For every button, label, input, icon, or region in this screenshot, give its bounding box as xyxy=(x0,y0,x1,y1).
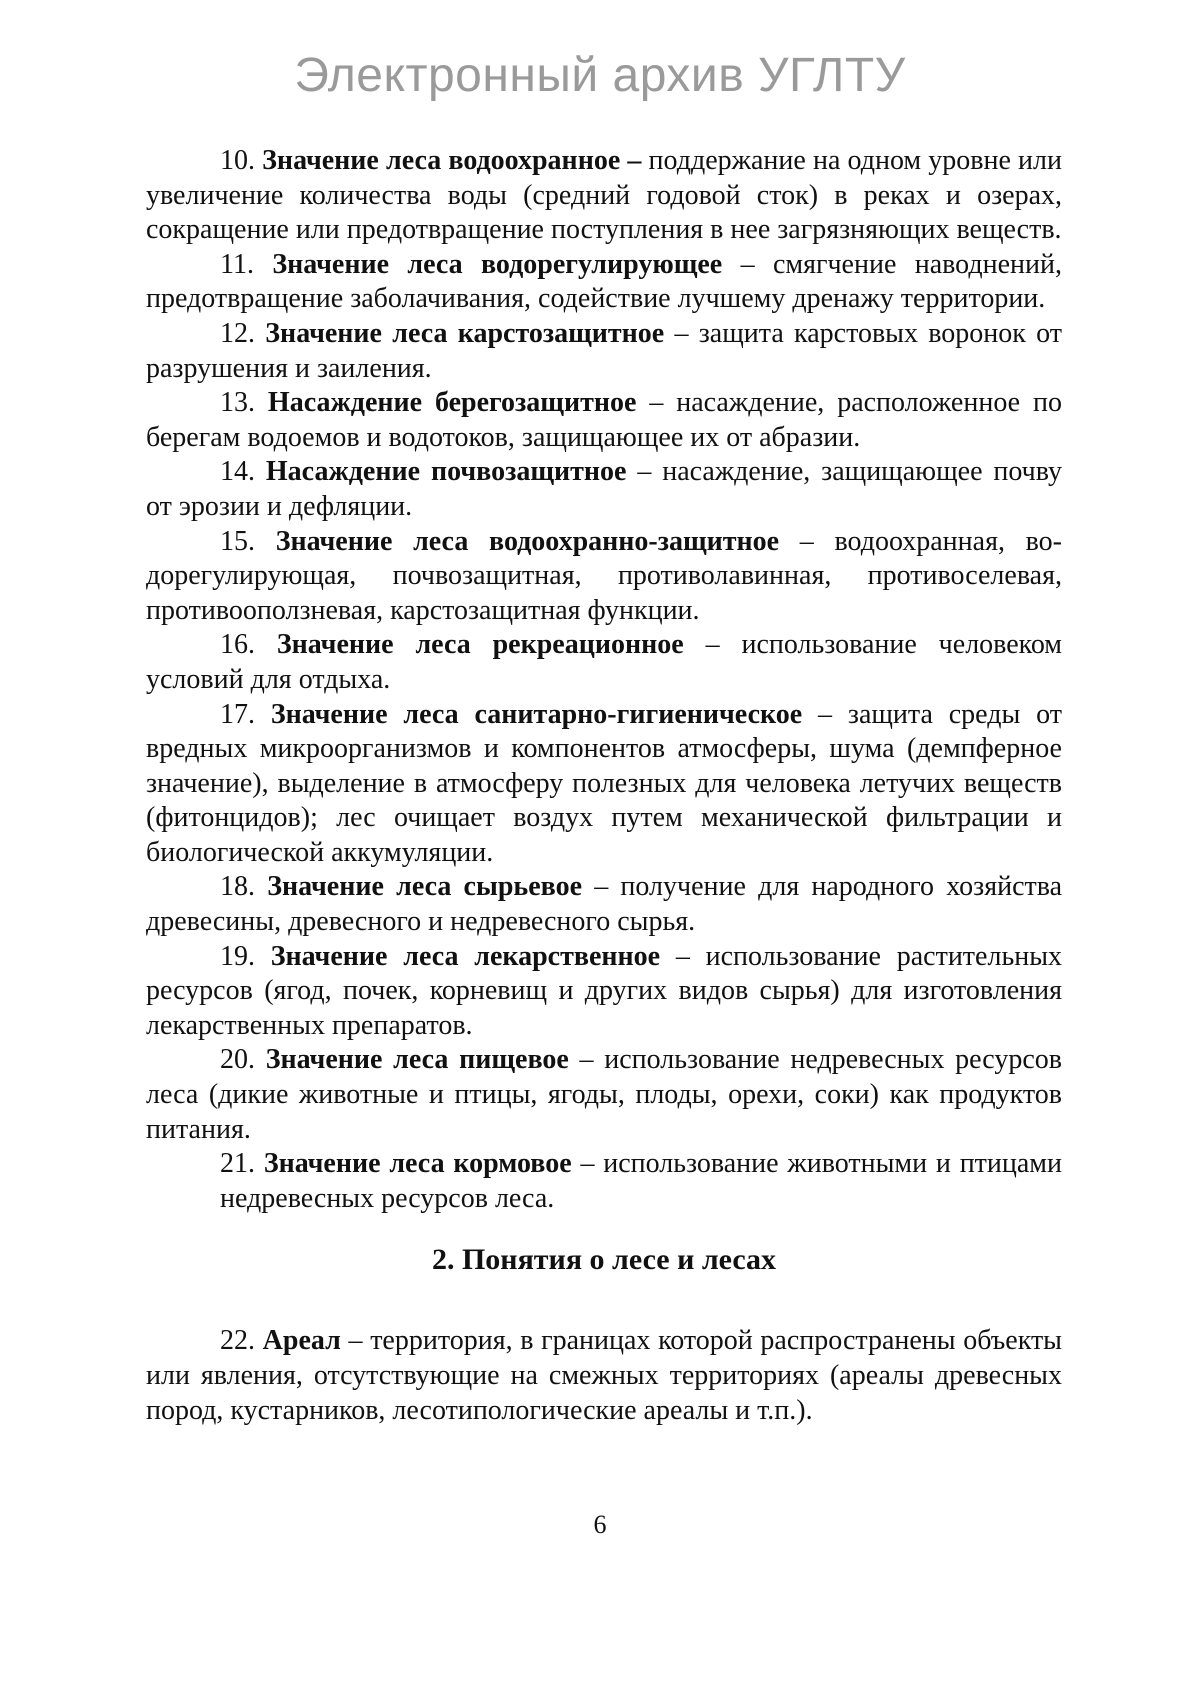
entry-term: Насаждение почвозащитное xyxy=(265,456,627,488)
entry-term: Значение леса водоохранно-защитное xyxy=(275,525,780,557)
entry-number: 21. xyxy=(220,1148,255,1180)
entry-definition: – насаждение, защищающее почву от эрозии и дефляции. xyxy=(146,456,1063,522)
entry-number: 14. xyxy=(220,456,255,488)
section-heading: 2. Понятия о лесе и лесах xyxy=(431,1243,777,1277)
entry-number: 17. xyxy=(220,698,255,730)
glossary-entry-10 xyxy=(146,144,1062,248)
entry-number: 20. xyxy=(220,1044,255,1076)
entry-term: Значение леса санитарно-гигиеническое xyxy=(270,698,803,730)
entry-definition: – территория, в границах которой распространены объекты или явления, отсутствующие на смежных территориях (ареалы древесных пород, кустарников, лесотипологические ареалы и т.п.). xyxy=(146,1325,1062,1426)
entry-term: Значение леса пищевое xyxy=(265,1044,569,1076)
entry-term: Значение леса лекарственное xyxy=(270,940,661,972)
entry-term: Насаждение берегозащитное xyxy=(267,387,637,419)
entry-definition: – насаждение, расположенное по берегам водоемов и водотоков, защищающее их от абразии. xyxy=(146,387,1062,453)
entry-definition: – защита карстовых воронок от разрушения и заиления. xyxy=(146,317,1062,384)
archive-watermark: Электронный архив УГЛТУ xyxy=(294,49,906,102)
entry-term: Значение леса водоохранное – xyxy=(262,145,642,176)
entry-number: 12. xyxy=(220,317,255,349)
entry-definition: – защита среды от вредных микроорганизмов и компонентов атмосферы, шума (демпферное значение), выделение в атмосферу полезных для человека летучих веществ (фитонцидов); лес очищает воздух путем механической фильтрации и биологической аккумуляции. xyxy=(146,698,1063,868)
entry-number: 16. xyxy=(220,629,255,661)
entry-number: 18. xyxy=(220,871,255,903)
entry-term: Значение леса карстозащитное xyxy=(265,317,665,349)
entry-number: 19. xyxy=(220,940,255,972)
entry-definition: – смягчение наводнений, предотвращение заболачивания, содействие лучшему дренажу территории. xyxy=(146,248,1062,315)
entry-definition: – водоохранная, водорегулирующая, почвозащитная, противолавинная, противоселевая, противооползневая, карстозащитная функции. xyxy=(146,525,1062,626)
entry-number: 13. xyxy=(220,387,255,419)
entry-definition: – получение для народного хозяйства древесины, древесного и недревесного сырья. xyxy=(146,871,1063,938)
entry-definition: – использование растительных ресурсов (ягод, почек, корневищ и других видов сырья) для изготовления лекарственных препаратов. xyxy=(146,940,1063,1041)
entry-term: Ареал xyxy=(262,1325,341,1357)
glossary-entry-17 xyxy=(146,698,1062,871)
glossary-entry-11 xyxy=(146,248,1062,317)
entry-definition: – использование недревесных ресурсов леса (дикие животные и птицы, ягоды, плоды, орехи, соки) как продуктов питания. xyxy=(146,1044,1063,1145)
glossary-entry-22 xyxy=(146,1324,1062,1428)
glossary-entry-15 xyxy=(146,525,1062,629)
glossary-entry-19 xyxy=(146,940,1062,1044)
entry-number: 15. xyxy=(220,525,255,557)
glossary-entry-20 xyxy=(146,1043,1062,1147)
entry-term: Значение леса кормовое xyxy=(263,1148,572,1180)
glossary-entry-12 xyxy=(146,317,1062,386)
entry-definition: поддержание на одном уровне или увеличение количества воды (средний годовой сток) в реках и озерах, сокращение или предотвращение поступления в нее загрязняющих веществ. xyxy=(146,145,1062,246)
entry-term: Значение леса водорегулирующее xyxy=(272,248,723,280)
entry-number: 22. xyxy=(220,1325,255,1357)
entry-number: 11. xyxy=(220,248,254,280)
entry-number: 10. xyxy=(220,145,255,176)
entry-term: Значение леса сырьевое xyxy=(267,871,583,903)
entry-definition: – использование животными и птицами недревесных ресурсов леса. xyxy=(220,1148,1063,1214)
entry-term: Значение леса рекреационное xyxy=(276,629,684,661)
page-number: 6 xyxy=(593,1510,607,1539)
entry-definition: – использование человеком условий для отдыха. xyxy=(146,629,1063,695)
glossary-entry-18 xyxy=(146,870,1062,939)
glossary-entry-16 xyxy=(146,628,1062,697)
page-body xyxy=(146,144,1062,1428)
glossary-entry-14 xyxy=(146,455,1062,524)
glossary-entry-13 xyxy=(146,386,1062,455)
glossary-entry-21 xyxy=(146,1147,1062,1216)
